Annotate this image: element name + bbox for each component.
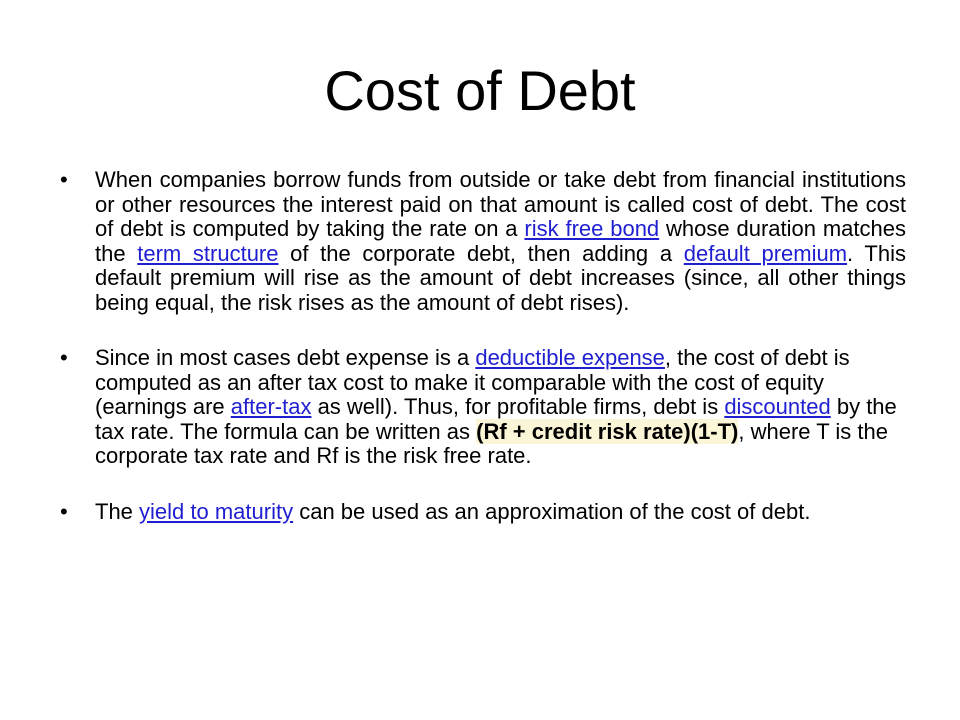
bullet-text: of the corporate debt, then adding a [278,240,684,266]
link-risk-free-bond[interactable]: risk free bond [524,216,660,241]
slide-title: Cost of Debt [324,59,636,122]
bullet-dot: • [60,167,68,192]
formula-highlight: (Rf + credit risk rate)(1-T) [476,418,739,444]
link-after-tax[interactable]: after-tax [230,394,312,419]
link-term-structure[interactable]: term structure [137,240,279,266]
bullet-text: can be used as an approximation of the cost of debt. [293,498,811,524]
bullet-item-after-tax-cost [60,346,906,469]
bullet-text: , the cost of debt is computed as an after tax cost to make it comparable with the cost of equity (earnings are [95,345,850,419]
bullet-text: The [95,498,140,524]
bullet-text: Since in most cases debt expense is a [95,345,476,370]
link-deductible-expense[interactable]: deductible expense [475,345,665,370]
bullet-text: When companies borrow funds from outside or take debt from financial institutions or other resources the interest paid on that amount is called cost of debt. The cost of debt is computed by taking the rate on a [95,167,906,241]
link-discounted[interactable]: discounted [724,394,831,419]
bullet-text: . This default premium will rise as the amount of debt increases (since, all other things being equal, the risk rises as the amount of debt rises). [95,240,906,315]
bullet-dot: • [60,498,68,524]
bullet-item-yield-to-maturity [60,500,906,525]
bullet-dot: • [60,345,68,370]
bullet-text: , where T is the corporate tax rate and Rf is the risk free rate. [95,418,888,468]
link-yield-to-maturity[interactable]: yield to maturity [139,498,294,524]
bullet-text: as well). Thus, for profitable firms, debt is [311,394,725,419]
bullet-text: whose duration matches the [95,216,906,266]
bullet-list [60,168,906,524]
link-default-premium[interactable]: default premium [683,240,848,266]
bullet-item-cost-of-debt-definition [60,168,906,315]
bullet-text: by the tax rate. The formula can be written as [95,394,897,444]
